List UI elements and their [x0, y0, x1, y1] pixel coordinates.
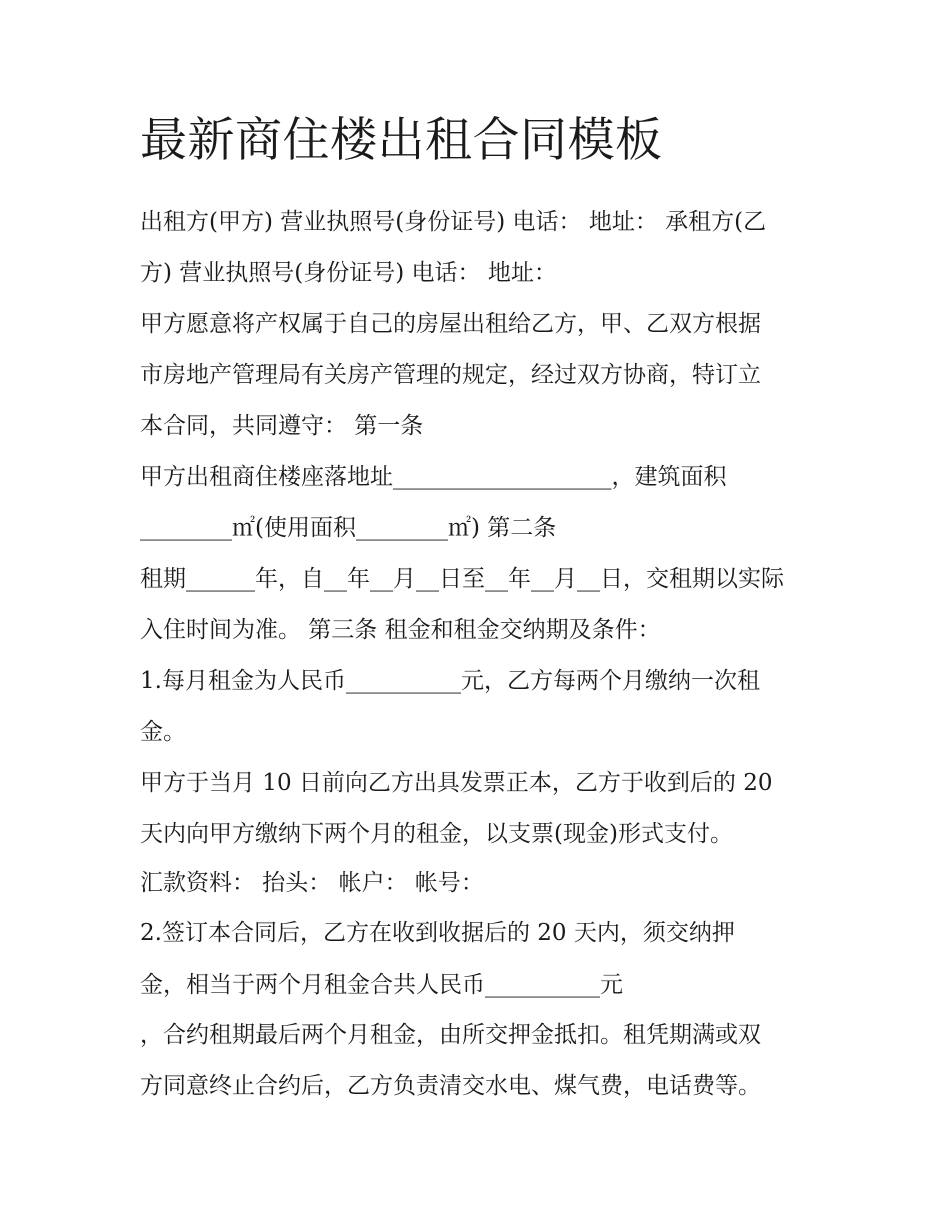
- paragraph-line: 2.签订本合同后，乙方在收到收据后的 20 天内，须交纳押: [140, 920, 735, 946]
- document-title: 最新商住楼出租合同模板: [140, 113, 663, 168]
- paragraph-line: 1.每月租金为人民币__________元，乙方每两个月缴纳一次租: [140, 668, 760, 694]
- paragraph-line: 入住时间为准。 第三条 租金和租金交纳期及条件：: [140, 617, 661, 643]
- paragraph-line: 金，相当于两个月租金合共人民币__________元: [140, 972, 623, 998]
- paragraph-line: 甲方于当月 10 日前向乙方出具发票正本，乙方于收到后的 20: [140, 770, 773, 796]
- paragraph-line: ，合约租期最后两个月租金，由所交押金抵扣。租凭期满或双: [140, 1022, 761, 1048]
- paragraph-line: 甲方愿意将产权属于自己的房屋出租给乙方，甲、乙双方根据: [140, 311, 761, 337]
- paragraph-line: 汇款资料： 抬头： 帐户： 帐号：: [140, 870, 484, 896]
- paragraph-line: ________㎡(使用面积________㎡) 第二条: [140, 515, 557, 541]
- paragraph-line: 方) 营业执照号(身份证号) 电话： 地址：: [140, 260, 557, 286]
- paragraph-line: 金。: [140, 719, 186, 745]
- paragraph-line: 出租方(甲方) 营业执照号(身份证号) 电话： 地址： 承租方(乙: [140, 209, 767, 235]
- paragraph-line: 市房地产管理局有关房产管理的规定，经过双方协商，特订立: [140, 362, 761, 388]
- paragraph-line: 方同意终止合约后，乙方负责清交水电、煤气费，电话费等。: [140, 1073, 761, 1099]
- paragraph-line: 天内向甲方缴纳下两个月的租金，以支票(现金)形式支付。: [140, 821, 733, 847]
- paragraph-line: 甲方出租商住楼座落地址___________________，建筑面积: [140, 464, 727, 490]
- paragraph-line: 本合同，共同遵守： 第一条: [140, 413, 424, 439]
- paragraph-line: 租期______年，自__年__月__日至__年__月__日，交租期以实际: [140, 566, 784, 592]
